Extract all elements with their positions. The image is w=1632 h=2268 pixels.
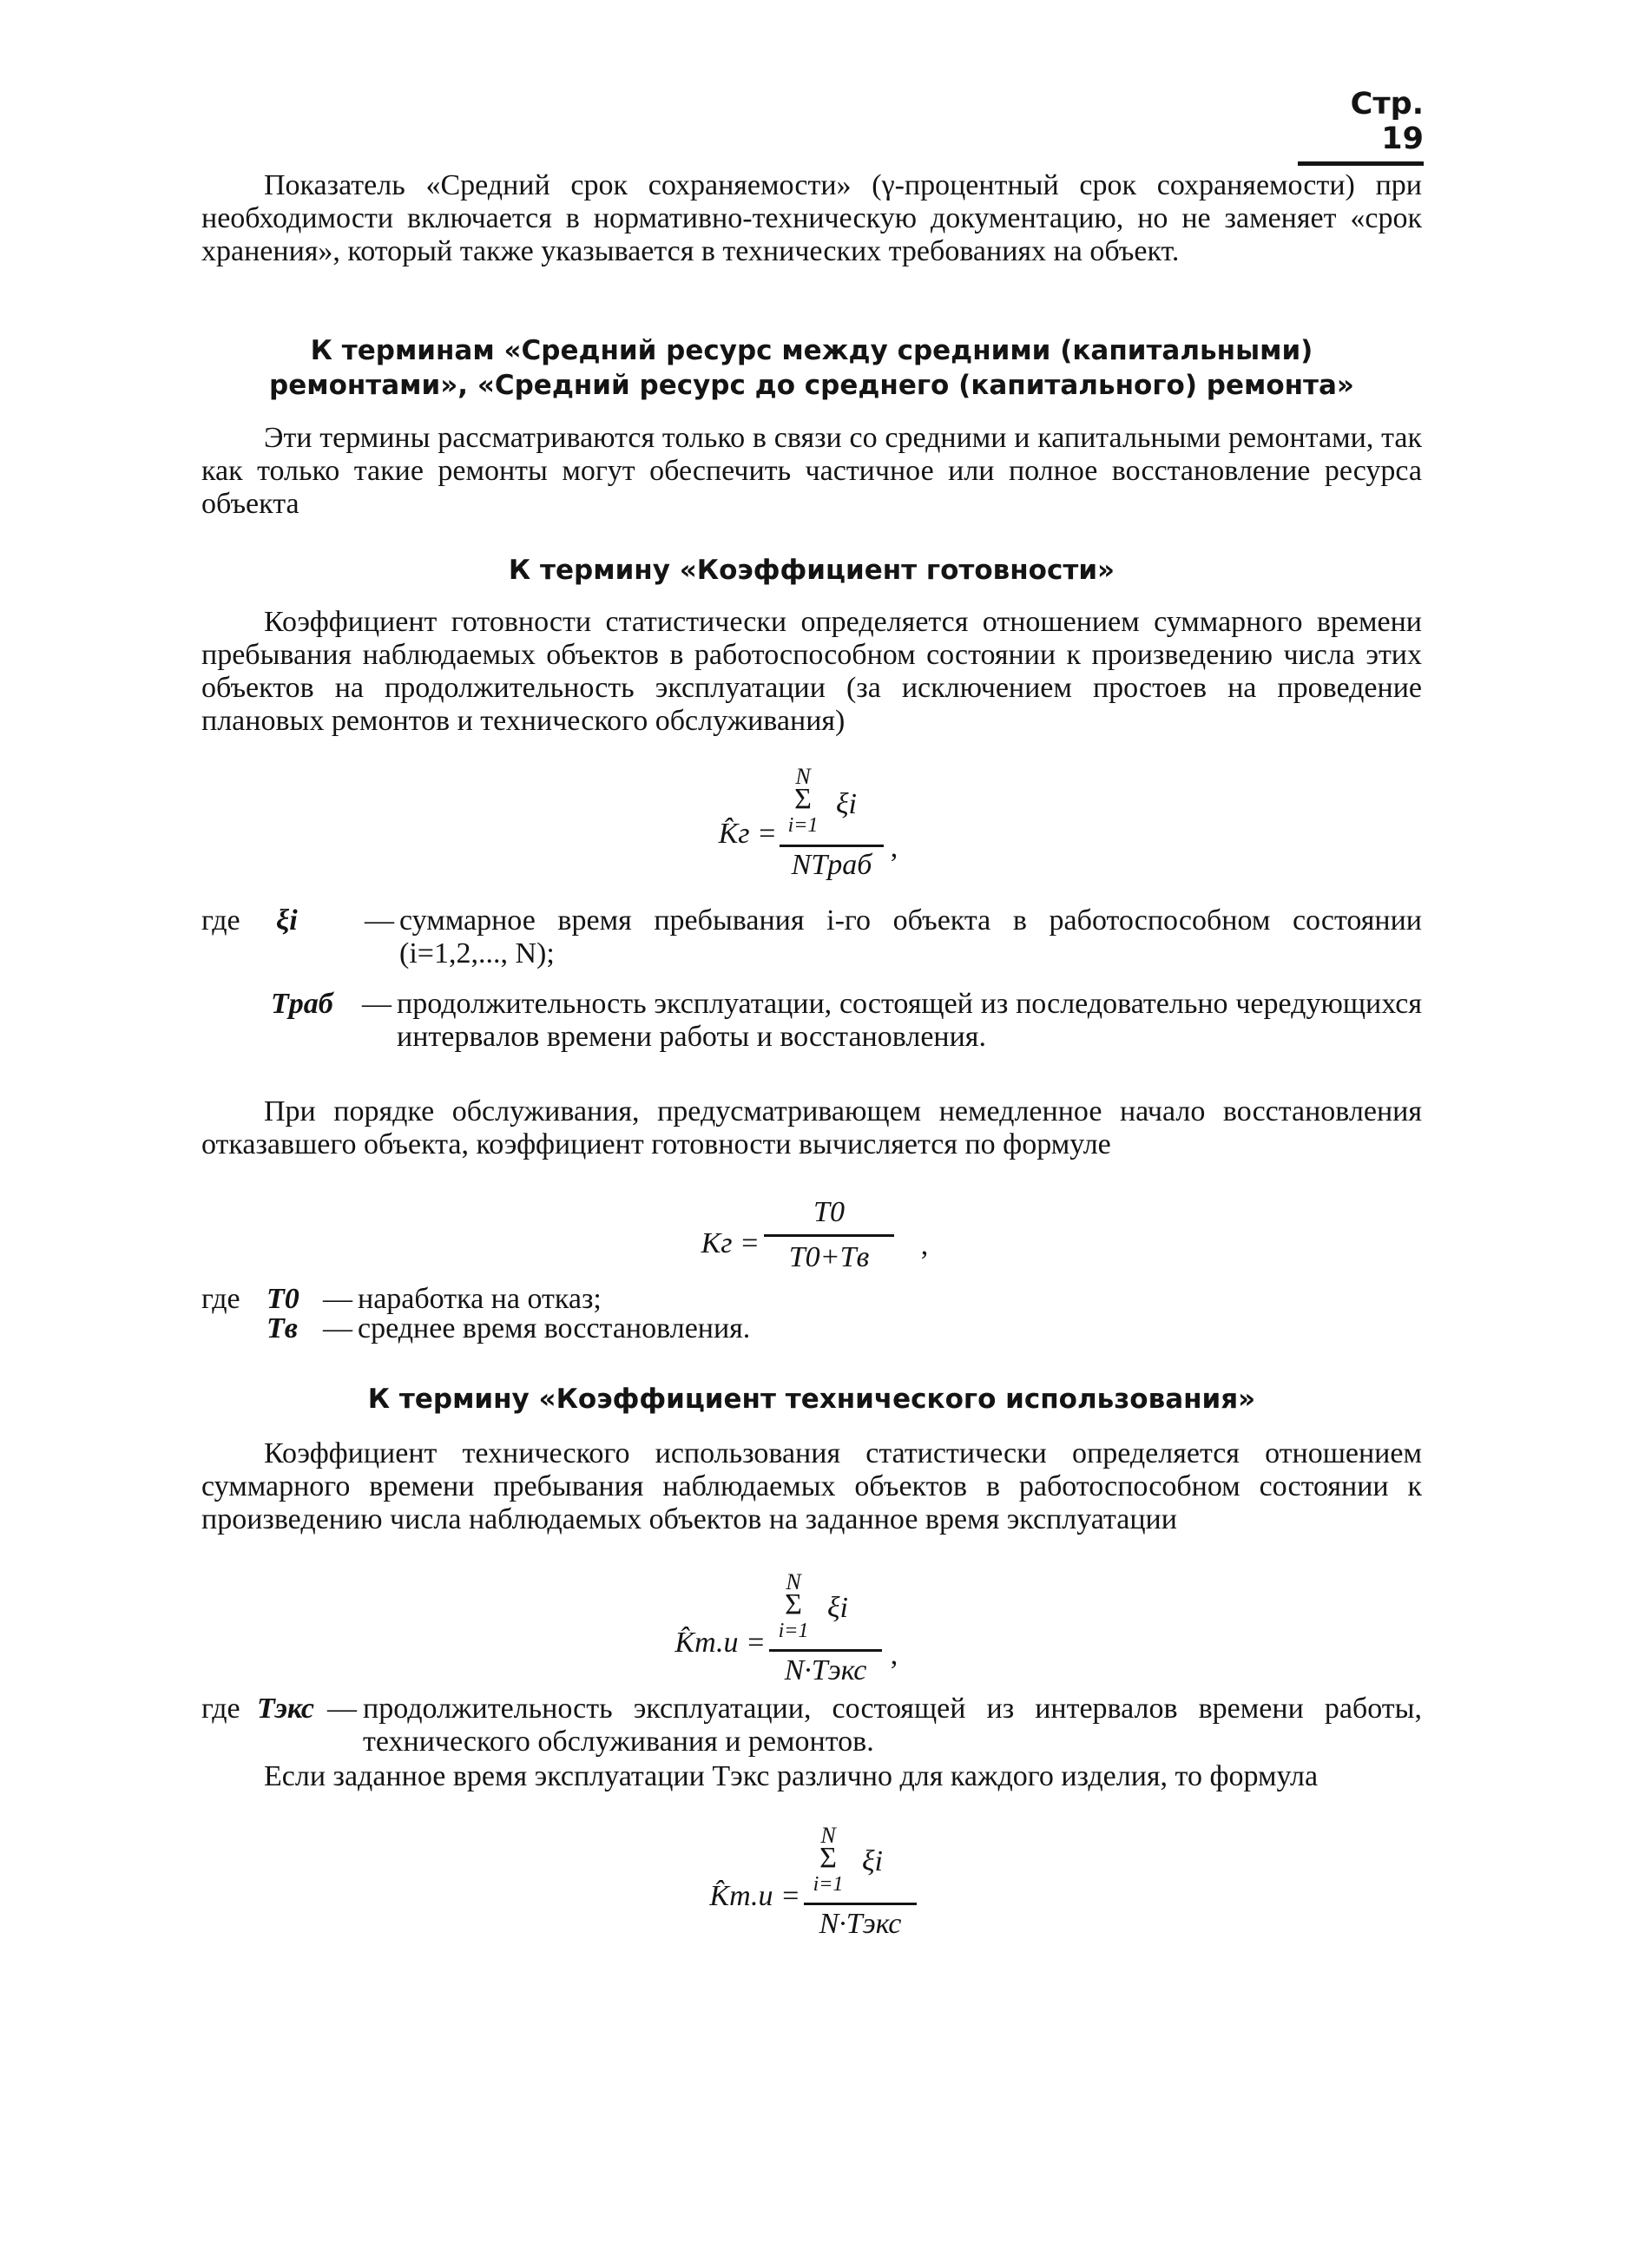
paragraph-shelf-life: Показатель «Средний срок сохраняемости» (γ-процентный срок сохраняемости) при необходимости включается в нормативно-техническую документацию, но не заменяет «срок хранения», который также указывается в технических требованиях на объект. [201,169,1422,267]
formula-lhs: Kг = [701,1227,760,1259]
definition-text: продолжительность эксплуатации, состоящей из интервалов времени работы, технического обслуживания и ремонтов. [363,1693,1422,1758]
formula-lhs: K̂т.и = [709,1880,800,1912]
heading-technical-utilization: К термину «Коэффициент технического использования» [367,1384,1256,1415]
fraction-bar [769,1649,882,1652]
where-label: где [201,1693,240,1725]
symbol: ξi [276,904,298,937]
sum-lower-limit: i=1 [813,1873,844,1896]
sum-upper-limit: N [795,764,811,789]
sum-sign: Σ [819,1842,837,1874]
dash: — [362,988,392,1020]
formula-tail: , [920,1229,929,1261]
dash: — [365,904,394,937]
denominator: N·Tэкс [784,1654,867,1686]
definition-text: продолжительность эксплуатации, состоящей из последовательно чередующихся интервалов времени работы и восстановления. [397,988,1422,1053]
definition-texs [201,1693,1422,1762]
heading-line-1: К терминам «Средний ресурс между средними (капитальными) [310,335,1313,366]
page-number: Стр. 19 [1298,87,1424,166]
sum-sign: Σ [785,1588,802,1620]
paragraph-maintenance-order: При порядке обслуживания, предусматривающем немедленное начало восстановления отказавшего объекта, коэффициент готовности вычисляется по формуле [201,1095,1422,1160]
heading-line-2: ремонтами», «Средний ресурс до среднего (капитального) ремонта» [269,370,1354,401]
heading-availability: К термину «Коэффициент готовности» [508,555,1115,586]
definition-text: среднее время восстановления. [358,1312,751,1344]
formula-availability-statistical [694,764,920,894]
numerator: ξi [861,1845,883,1877]
paragraph-repairs: Эти термины рассматриваются только в связи со средними и капитальными ремонтами, так как только такие ремонты могут обеспечить частичное или полное восстановление ресурса объекта [201,422,1422,520]
paragraph-variable-time: Если заданное время эксплуатации Tэкс различно для каждого изделия, то формула [264,1760,1319,1792]
formula-lhs: K̂г = [718,818,777,850]
formula-tail: , [890,1639,898,1671]
symbol: Tэкс [257,1693,314,1725]
dash: — [323,1283,352,1315]
fraction-bar [804,1903,917,1905]
denominator: T0+Tв [788,1241,870,1273]
sum-upper-limit: N [820,1823,836,1848]
denominator: NTраб [791,849,872,881]
fraction-bar [764,1234,894,1237]
definition-text: наработка на отказ; [358,1283,602,1315]
formula-availability [686,1196,946,1283]
symbol: Tраб [271,988,333,1020]
definition-trab [201,988,1422,1092]
definition-text-content: суммарное время пребывания i-го объекта в работоспособном состоянии (i=1,2,..., N); [399,904,1422,970]
symbol: T0 [267,1283,299,1315]
formula-lhs: K̂т.и = [675,1627,766,1659]
definition-tv [201,1312,1422,1347]
numerator: T0 [813,1196,845,1228]
formula-technical-utilization [668,1569,946,1699]
paragraph-technical-utilization: Коэффициент технического использования статистически определяется отношением суммарного времени пребывания наблюдаемых объектов в работоспособном состоянии к произведению числа наблюдаемых объектов на заданное время эксплуатации [201,1437,1422,1535]
definition-xi [201,904,1422,974]
numerator: ξi [826,1592,848,1624]
definition-text [399,904,1422,970]
where-label: где [201,1283,240,1315]
dash: — [323,1312,352,1344]
sum-upper-limit: N [786,1569,801,1594]
where-label: где [201,904,240,937]
heading-average-resource [201,333,1422,403]
sum-sign: Σ [794,783,812,815]
formula-tail: , [890,832,898,864]
fraction-bar [780,845,884,847]
numerator: ξi [835,788,857,820]
sum-lower-limit: i=1 [778,1620,809,1642]
dash: — [327,1693,357,1725]
symbol: Tв [267,1312,298,1344]
paragraph-availability-definition: Коэффициент готовности статистически определяется отношением суммарного времени пребывания наблюдаемых объектов в работоспособном состоянии к произведению числа этих объектов на продолжительность эксплуатации (за исключением простоев на проведение плановых ремонтов и технического обслуживания) [201,606,1422,737]
formula-technical-utilization-variable [703,1823,981,1962]
sum-lower-limit: i=1 [787,814,819,837]
denominator: N·Tэкс [819,1908,902,1940]
